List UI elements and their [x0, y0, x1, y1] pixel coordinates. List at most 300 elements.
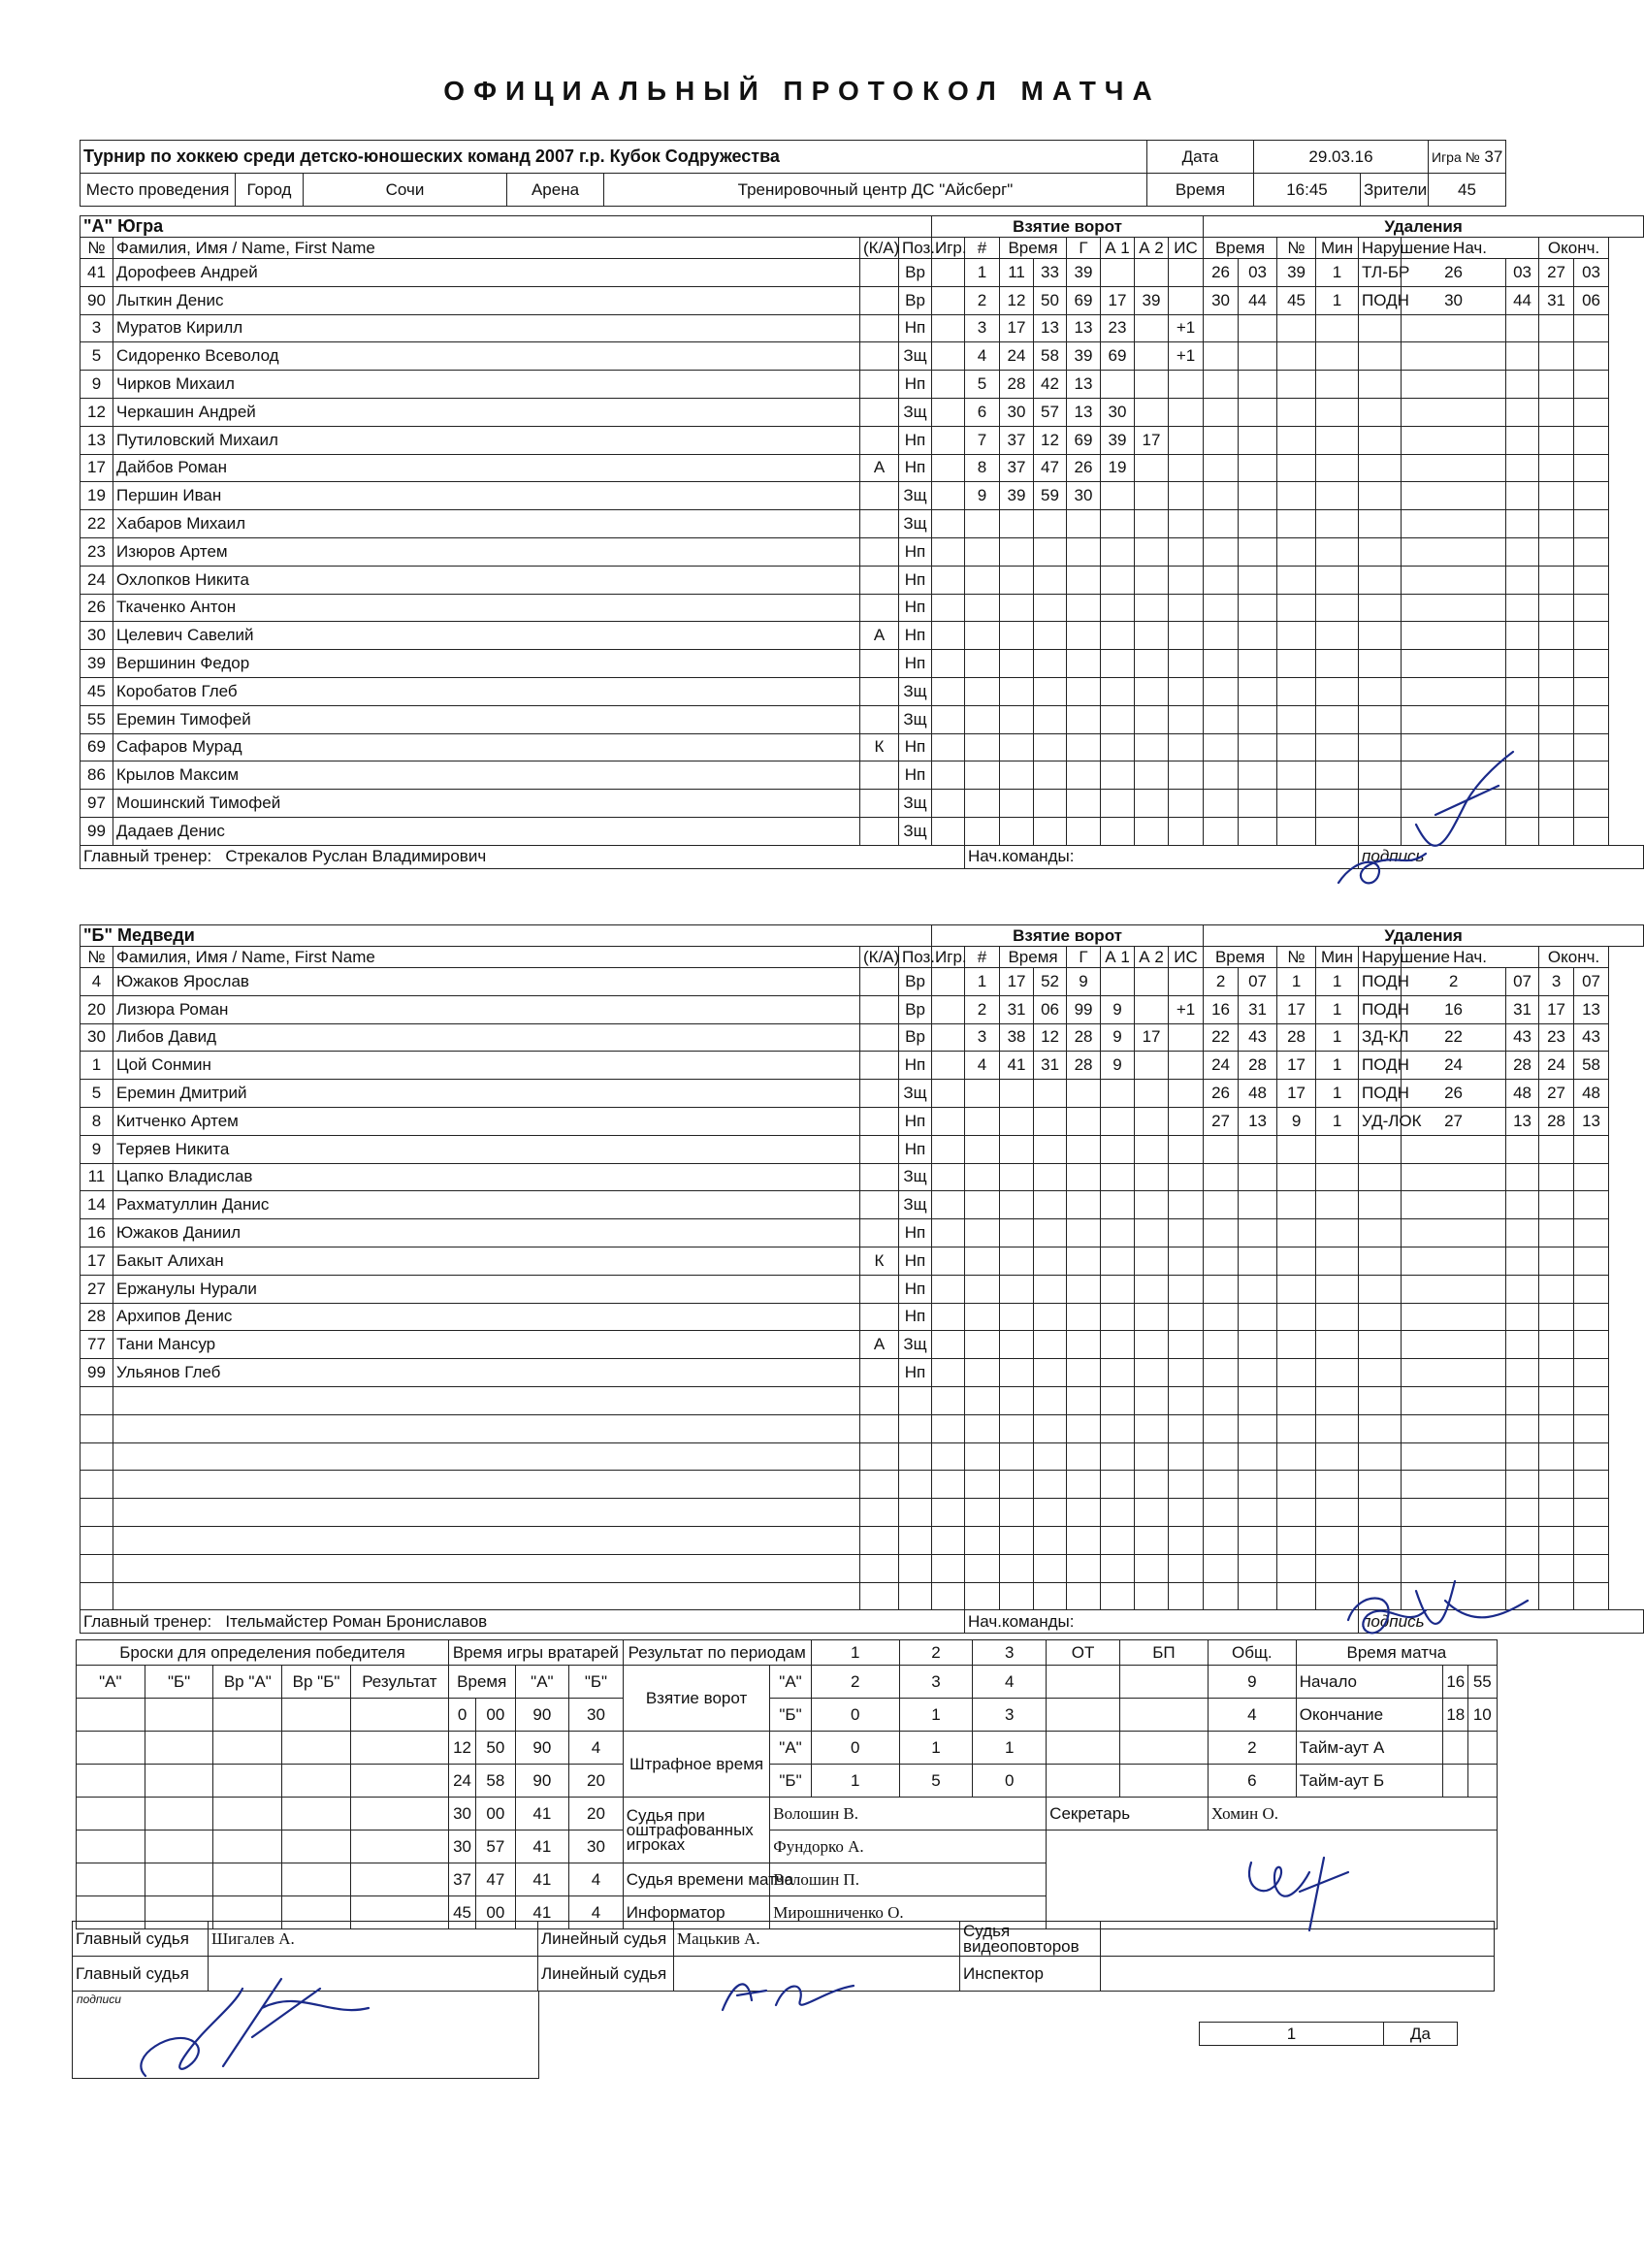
goal-scorer — [1067, 594, 1101, 622]
penalty-start-min — [1402, 482, 1506, 510]
penalty-minute: 16 — [1204, 995, 1239, 1023]
penalty-start-sec: 13 — [1506, 1107, 1539, 1135]
penalty-start-sec — [1506, 1247, 1539, 1275]
played-mark — [932, 566, 965, 594]
penalty-minute: 26 — [1204, 259, 1239, 287]
goal-minute: 24 — [1000, 342, 1034, 371]
goal-minute — [1000, 1303, 1034, 1331]
end-minute: 10 — [1467, 1699, 1497, 1732]
penalty-end-min — [1539, 1526, 1574, 1554]
pim-a-period — [1047, 1732, 1120, 1765]
penalty-start-min — [1402, 314, 1506, 342]
goal-scorer: 13 — [1067, 314, 1101, 342]
goal-second: 42 — [1034, 371, 1067, 399]
goal-number — [965, 1386, 1000, 1414]
goal-minute: 30 — [1000, 398, 1034, 426]
penalty-minute — [1204, 733, 1239, 761]
player-position — [899, 1526, 932, 1554]
pim-a-period: 1 — [899, 1732, 973, 1765]
penalty-minute — [1204, 1499, 1239, 1527]
penalty-minute — [1204, 705, 1239, 733]
goal-number — [965, 1499, 1000, 1527]
shootout-cell — [145, 1798, 213, 1831]
played-mark — [932, 1219, 965, 1247]
pim-b-period: 1 — [811, 1765, 899, 1798]
penalty-second — [1239, 817, 1277, 845]
pim-a-period: 1 — [973, 1732, 1047, 1765]
goal-assist2 — [1135, 342, 1169, 371]
goal-assist2 — [1135, 1219, 1169, 1247]
penalty-player — [1277, 594, 1316, 622]
penalty-minute — [1204, 790, 1239, 818]
goal-situation — [1169, 1526, 1204, 1554]
penalty-start-min — [1402, 622, 1506, 650]
goal-scorer — [1067, 1499, 1101, 1527]
penalty-player — [1277, 1359, 1316, 1387]
player-position — [899, 1442, 932, 1471]
goals-a-period: 4 — [973, 1666, 1047, 1699]
player-position: Вр — [899, 259, 932, 287]
goal-minute — [1000, 1331, 1034, 1359]
player-position: Зщ — [899, 1163, 932, 1191]
penalty-end-sec — [1574, 622, 1609, 650]
captain-mark — [860, 1442, 899, 1471]
period-col-header: БП — [1119, 1640, 1208, 1666]
captain-mark — [860, 594, 899, 622]
penalty-start-min — [1402, 510, 1506, 538]
penalty-second — [1239, 371, 1277, 399]
gk-b: 30 — [569, 1699, 624, 1732]
penalty-violation — [1359, 622, 1402, 650]
gk-b: 20 — [569, 1765, 624, 1798]
played-mark — [932, 454, 965, 482]
goal-assist1 — [1101, 566, 1135, 594]
goal-situation — [1169, 1247, 1204, 1275]
goal-assist1 — [1101, 1526, 1135, 1554]
player-name: Цой Сонмин — [113, 1052, 860, 1080]
goal-minute — [1000, 1107, 1034, 1135]
penalty-violation: ПОДН — [1359, 968, 1402, 996]
goal-minute — [1000, 1526, 1034, 1554]
penalty-player — [1277, 1191, 1316, 1219]
penalty-player: 17 — [1277, 1052, 1316, 1080]
penalty-start-sec — [1506, 1331, 1539, 1359]
period-col-header: 2 — [899, 1640, 973, 1666]
game-value: 37 — [1484, 146, 1503, 166]
ka-header: (К/А) — [860, 947, 899, 968]
pen-start-header: Нач. — [1402, 238, 1539, 259]
played-mark — [932, 705, 965, 733]
goal-assist2 — [1135, 1442, 1169, 1471]
player-number: 45 — [81, 677, 113, 705]
pim-b-period — [1119, 1765, 1208, 1798]
penalty-player: 17 — [1277, 1080, 1316, 1108]
team-chief-label: Нач.команды: — [965, 1610, 1359, 1634]
penalty-violation — [1359, 1275, 1402, 1303]
penalty-player — [1277, 1499, 1316, 1527]
goal-assist2 — [1135, 1163, 1169, 1191]
penalty-end-min: 24 — [1539, 1052, 1574, 1080]
penalty-minute — [1204, 1414, 1239, 1442]
end-label: Окончание — [1296, 1699, 1443, 1732]
penalty-end-min: 27 — [1539, 259, 1574, 287]
penalty-start-sec — [1506, 1359, 1539, 1387]
goal-situation — [1169, 677, 1204, 705]
penalty-start-sec — [1506, 566, 1539, 594]
penalty-start-min — [1402, 426, 1506, 454]
penalty-end-min — [1539, 1247, 1574, 1275]
goal-assist2 — [1135, 1135, 1169, 1163]
captain-mark: К — [860, 733, 899, 761]
arena-label: Арена — [507, 174, 604, 207]
played-mark — [932, 510, 965, 538]
penalty-end-sec — [1574, 790, 1609, 818]
goal-minute — [1000, 1219, 1034, 1247]
goal-minute — [1000, 1582, 1034, 1610]
player-position — [899, 1471, 932, 1499]
player-name: Изюров Артем — [113, 537, 860, 566]
penalty-end-sec — [1574, 705, 1609, 733]
player-number: 1 — [81, 1052, 113, 1080]
goal-number — [965, 790, 1000, 818]
signature-label: подпись — [1359, 845, 1644, 868]
penalty-second — [1239, 510, 1277, 538]
goal-assist1 — [1101, 705, 1135, 733]
signature-label: подпись — [1359, 1610, 1644, 1634]
goal-second — [1034, 1414, 1067, 1442]
goal-scorer — [1067, 1247, 1101, 1275]
goal-assist2 — [1135, 705, 1169, 733]
goal-scorer: 39 — [1067, 342, 1101, 371]
pim-team-a: "А" — [770, 1732, 811, 1765]
penalty-player — [1277, 566, 1316, 594]
captain-mark — [860, 1414, 899, 1442]
goal-scorer: 13 — [1067, 371, 1101, 399]
game-label: Игра № — [1432, 148, 1480, 165]
player-position: Нп — [899, 314, 932, 342]
penalty-second — [1239, 1582, 1277, 1610]
gk-minute: 12 — [448, 1732, 475, 1765]
goal-assist1 — [1101, 1247, 1135, 1275]
goal-number — [965, 705, 1000, 733]
player-number: 97 — [81, 790, 113, 818]
player-name: Южаков Даниил — [113, 1219, 860, 1247]
penalty-minute — [1204, 677, 1239, 705]
penalty-end-sec — [1574, 1386, 1609, 1414]
played-mark — [932, 594, 965, 622]
player-name: Лыткин Денис — [113, 286, 860, 314]
penalty-duration: 1 — [1316, 259, 1359, 287]
penalty-end-sec — [1574, 1499, 1609, 1527]
tournament-name: Турнир по хоккею среди детско-юношеских команд 2007 г.р. Кубок Содружества — [81, 141, 1147, 174]
penalty-end-min — [1539, 1499, 1574, 1527]
goal-number — [965, 566, 1000, 594]
team-chief-label: Нач.команды: — [965, 845, 1359, 868]
goal-second — [1034, 1191, 1067, 1219]
captain-mark — [860, 1303, 899, 1331]
goal-assist2 — [1135, 314, 1169, 342]
penalty-second — [1239, 566, 1277, 594]
goal-minute: 39 — [1000, 482, 1034, 510]
goals-b-period — [1119, 1699, 1208, 1732]
player-number: 28 — [81, 1303, 113, 1331]
goal-number — [965, 1080, 1000, 1108]
played-mark — [932, 650, 965, 678]
goal-minute — [1000, 733, 1034, 761]
page-title: ОФИЦИАЛЬНЫЙ ПРОТОКОЛ МАТЧА — [443, 76, 1161, 106]
penalty-player — [1277, 1582, 1316, 1610]
goal-second: 57 — [1034, 398, 1067, 426]
signature-referee — [116, 1950, 407, 2095]
penalty-second — [1239, 1499, 1277, 1527]
played-mark — [932, 286, 965, 314]
shootout-cell — [350, 1863, 448, 1896]
penalty-second — [1239, 1414, 1277, 1442]
penalty-minute — [1204, 1442, 1239, 1471]
linesman-label: Линейный судья — [538, 1922, 674, 1957]
played-mark — [932, 968, 965, 996]
penalty-second: 44 — [1239, 286, 1277, 314]
shootout-col-header: "А" — [77, 1666, 145, 1699]
player-number: 30 — [81, 1023, 113, 1052]
city-label: Город — [236, 174, 304, 207]
penalty-second — [1239, 1526, 1277, 1554]
penalty-end-sec — [1574, 454, 1609, 482]
start-label: Начало — [1296, 1666, 1443, 1699]
penalty-violation — [1359, 426, 1402, 454]
penalty-minute — [1204, 1471, 1239, 1499]
penalty-end-sec — [1574, 371, 1609, 399]
penalty-player — [1277, 1414, 1316, 1442]
goal-number: 3 — [965, 314, 1000, 342]
goal-scorer: 39 — [1067, 259, 1101, 287]
goal-number — [965, 1331, 1000, 1359]
goal-number: 4 — [965, 342, 1000, 371]
goals-team-a: "А" — [770, 1666, 811, 1699]
penalty-end-sec — [1574, 1442, 1609, 1471]
goal-scorer — [1067, 650, 1101, 678]
gk-col-b: "Б" — [569, 1666, 624, 1699]
goal-situation — [1169, 286, 1204, 314]
secretary-name: Хомин О. — [1208, 1798, 1497, 1831]
goal-assist1 — [1101, 1554, 1135, 1582]
penalty-minute — [1204, 761, 1239, 790]
played-mark — [932, 1526, 965, 1554]
player-position — [899, 1499, 932, 1527]
goal-scorer — [1067, 1414, 1101, 1442]
penalty-player — [1277, 398, 1316, 426]
player-position — [899, 1582, 932, 1610]
player-number: 27 — [81, 1275, 113, 1303]
player-name: Коробатов Глеб — [113, 677, 860, 705]
player-position: Нп — [899, 1275, 932, 1303]
player-name: Сидоренко Всеволод — [113, 342, 860, 371]
penalty-second — [1239, 1275, 1277, 1303]
start-hour: 16 — [1443, 1666, 1467, 1699]
goal-situation — [1169, 1163, 1204, 1191]
player-name: Тани Мансур — [113, 1331, 860, 1359]
player-name: Черкашин Андрей — [113, 398, 860, 426]
goal-assist1 — [1101, 482, 1135, 510]
goal-scorer — [1067, 705, 1101, 733]
gk-a: 90 — [515, 1732, 569, 1765]
penalty-start-sec — [1506, 537, 1539, 566]
goal-assist1 — [1101, 259, 1135, 287]
shootout-cell — [282, 1831, 351, 1863]
goal-situation — [1169, 1331, 1204, 1359]
goal-assist1 — [1101, 1499, 1135, 1527]
goal-scorer — [1067, 1582, 1101, 1610]
goal-assist2 — [1135, 1052, 1169, 1080]
penalty-duration — [1316, 1499, 1359, 1527]
player-number: 20 — [81, 995, 113, 1023]
penalty-player: 1 — [1277, 968, 1316, 996]
penalty-second — [1239, 426, 1277, 454]
penalty-start-min — [1402, 594, 1506, 622]
goal-scorer — [1067, 790, 1101, 818]
penalty-duration — [1316, 1191, 1359, 1219]
penalty-duration: 1 — [1316, 995, 1359, 1023]
goal-assist2 — [1135, 733, 1169, 761]
penalty-player — [1277, 622, 1316, 650]
signature-secretary — [1232, 1833, 1377, 1940]
penalty-start-sec — [1506, 594, 1539, 622]
penalty-minute — [1204, 482, 1239, 510]
gk-second: 58 — [476, 1765, 515, 1798]
gk-b: 20 — [569, 1798, 624, 1831]
pim-team-b: "Б" — [770, 1765, 811, 1798]
goal-second — [1034, 650, 1067, 678]
referee-label: Главный судья — [73, 1922, 209, 1957]
goal-situation — [1169, 1191, 1204, 1219]
player-number: 22 — [81, 510, 113, 538]
goal-scorer — [1067, 1359, 1101, 1387]
goals-b-period: 4 — [1208, 1699, 1296, 1732]
goal-assist2 — [1135, 1526, 1169, 1554]
penalty-end-sec: 03 — [1574, 259, 1609, 287]
pim-b-period: 0 — [973, 1765, 1047, 1798]
goal-scorer: 28 — [1067, 1052, 1101, 1080]
goal-minute — [1000, 1359, 1034, 1387]
penalty-duration — [1316, 454, 1359, 482]
penalty-second — [1239, 1135, 1277, 1163]
goal-minute: 17 — [1000, 314, 1034, 342]
penalty-start-min — [1402, 1499, 1506, 1527]
captain-mark — [860, 1526, 899, 1554]
shootout-cell — [282, 1699, 351, 1732]
played-mark — [932, 1023, 965, 1052]
city-value: Сочи — [304, 174, 507, 207]
player-name: Муратов Кирилл — [113, 314, 860, 342]
situation-header: ИС — [1169, 947, 1204, 968]
penalty-second — [1239, 482, 1277, 510]
goals-header: Взятие ворот — [932, 925, 1204, 947]
goal-time-header: Время — [1000, 947, 1067, 968]
penalty-violation — [1359, 371, 1402, 399]
penalty-minute: 26 — [1204, 1080, 1239, 1108]
goal-assist1 — [1101, 1303, 1135, 1331]
penalty-duration — [1316, 622, 1359, 650]
gk-minute: 30 — [448, 1831, 475, 1863]
player-number: 77 — [81, 1331, 113, 1359]
penalty-minute — [1204, 426, 1239, 454]
penalty-end-min — [1539, 1359, 1574, 1387]
played-mark — [932, 622, 965, 650]
played-mark — [932, 817, 965, 845]
penalty-player — [1277, 1247, 1316, 1275]
penalty-minute — [1204, 594, 1239, 622]
goal-assist1 — [1101, 622, 1135, 650]
captain-mark: К — [860, 1247, 899, 1275]
goal-minute — [1000, 1080, 1034, 1108]
captain-mark — [860, 1080, 899, 1108]
goal-number — [965, 1107, 1000, 1135]
penalty-start-sec — [1506, 1471, 1539, 1499]
head-coach-name: Стрекалов Руслан Владимирович — [225, 847, 487, 866]
inspector-label: Инспектор — [960, 1957, 1101, 1992]
goal-situation — [1169, 426, 1204, 454]
team-title: "Б" Медведи — [81, 925, 932, 947]
goal-situation — [1169, 1471, 1204, 1499]
penalty-duration — [1316, 705, 1359, 733]
goal-assist1 — [1101, 1275, 1135, 1303]
pim-a-period: 0 — [811, 1732, 899, 1765]
goal-second — [1034, 1163, 1067, 1191]
penalty-end-sec — [1574, 1247, 1609, 1275]
penalty-end-min — [1539, 622, 1574, 650]
penalty-start-sec — [1506, 1414, 1539, 1442]
penalized-judge-name: Волошин В. — [770, 1798, 1047, 1831]
penalty-second — [1239, 1247, 1277, 1275]
shootout-cell — [77, 1798, 145, 1831]
goal-scorer — [1067, 1107, 1101, 1135]
goal-number: 1 — [965, 259, 1000, 287]
player-number — [81, 1499, 113, 1527]
situation-header: ИС — [1169, 238, 1204, 259]
goal-situation: +1 — [1169, 342, 1204, 371]
goal-scorer — [1067, 1471, 1101, 1499]
linesman2-label: Линейный судья — [538, 1957, 674, 1992]
player-number: 3 — [81, 314, 113, 342]
player-name: Вершинин Федор — [113, 650, 860, 678]
gk-col-time: Время — [448, 1666, 515, 1699]
goal-minute — [1000, 761, 1034, 790]
penalty-end-sec — [1574, 677, 1609, 705]
goal-assist1 — [1101, 1219, 1135, 1247]
shootout-cell — [77, 1765, 145, 1798]
player-position: Зщ — [899, 790, 932, 818]
period-col-header: OT — [1047, 1640, 1120, 1666]
goal-minute — [1000, 790, 1034, 818]
penalty-duration — [1316, 1247, 1359, 1275]
player-name: Целевич Савелий — [113, 622, 860, 650]
penalty-duration — [1316, 594, 1359, 622]
referee-name: Шигалев А. — [209, 1922, 538, 1957]
goals-team-b: "Б" — [770, 1699, 811, 1732]
head-coach — [81, 1610, 965, 1634]
goal-second: 58 — [1034, 342, 1067, 371]
penalty-end-sec — [1574, 1303, 1609, 1331]
penalty-violation: ПОДН — [1359, 1080, 1402, 1108]
page-footer — [1199, 2022, 1458, 2046]
penalty-start-sec — [1506, 1499, 1539, 1527]
penalty-start-sec — [1506, 650, 1539, 678]
goal-scorer — [1067, 733, 1101, 761]
penalty-end-min — [1539, 454, 1574, 482]
shootout-col-header: Вр "Б" — [282, 1666, 351, 1699]
captain-mark — [860, 705, 899, 733]
goal-number — [965, 1554, 1000, 1582]
